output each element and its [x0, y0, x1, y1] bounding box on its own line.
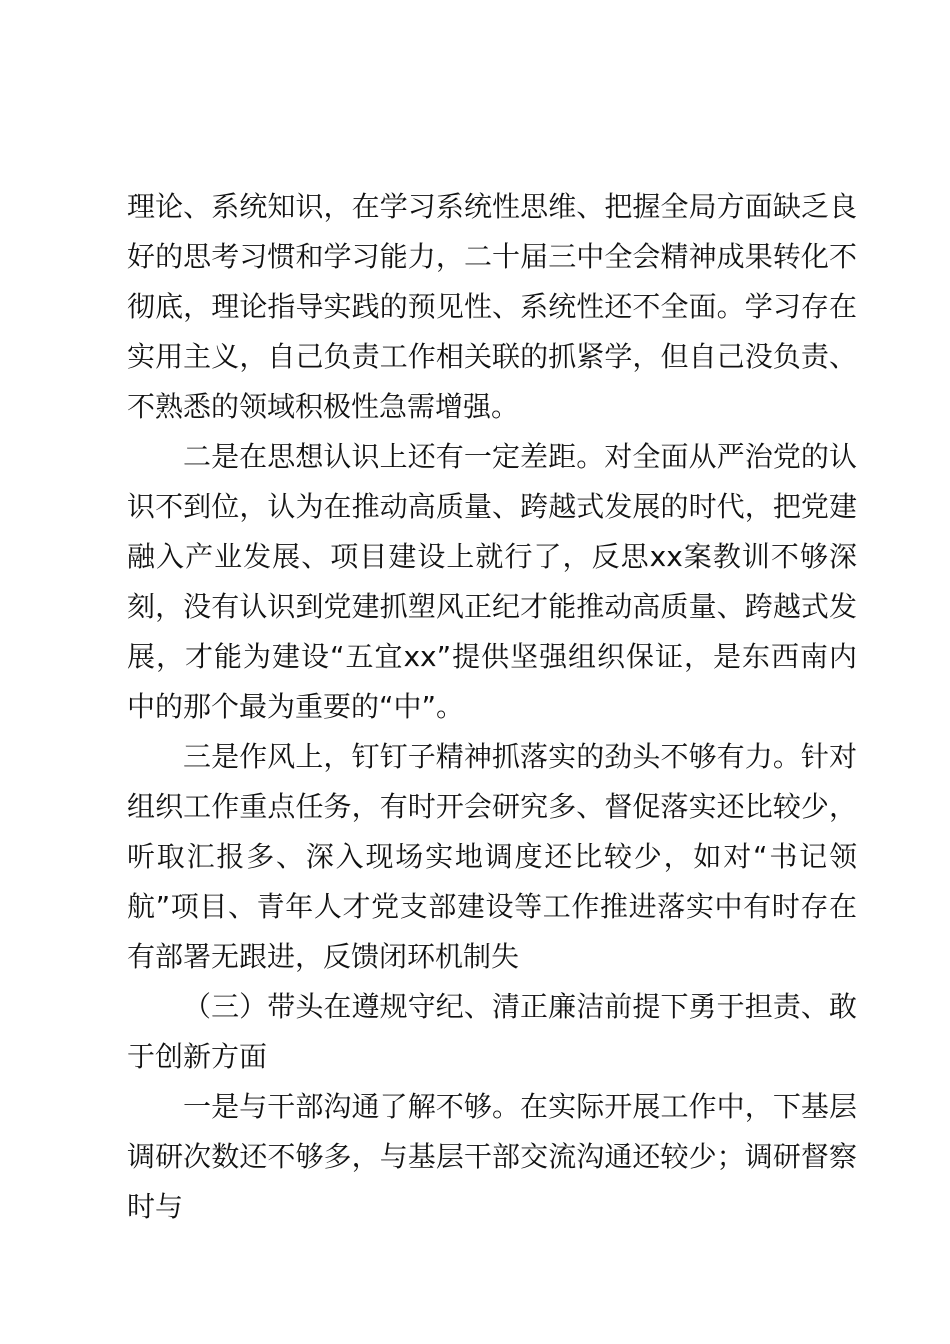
section-heading-three: （三）带头在遵规守纪、清正廉洁前提下勇于担责、敢于创新方面: [127, 990, 857, 1073]
body-text: [127, 182, 857, 1232]
paragraph-communication: 一是与干部沟通了解不够。在实际开展工作中，下基层调研次数还不够多，与基层干部交流沟通还较少；调研督察时与: [127, 1090, 857, 1223]
paragraph-work-style: 三是作风上，钉钉子精神抓落实的劲头不够有力。针对组织工作重点任务，有时开会研究多、督促落实还比较少，听取汇报多、深入现场实地调度还比较少，如对“书记领航”项目、青年人才党支部建设等工作推进落实中有时存在有部署无跟进，反馈闭环机制失: [127, 740, 857, 973]
paragraph-ideology: 二是在思想认识上还有一定差距。对全面从严治党的认识不到位，认为在推动高质量、跨越式发展的时代，把党建融入产业发展、项目建设上就行了，反思xx案教训不够深刻，没有认识到党建抓塑风正纪才能推动高质量、跨越式发展，才能为建设“五宜xx”提供坚强组织保证，是东西南内中的那个最为重要的“中”。: [127, 440, 857, 723]
paragraph-continuation: 理论、系统知识，在学习系统性思维、把握全局方面缺乏良好的思考习惯和学习能力，二十届三中全会精神成果转化不彻底，理论指导实践的预见性、系统性还不全面。学习存在实用主义，自己负责工作相关联的抓紧学，但自己没负责、不熟悉的领域积极性急需增强。: [127, 190, 857, 423]
